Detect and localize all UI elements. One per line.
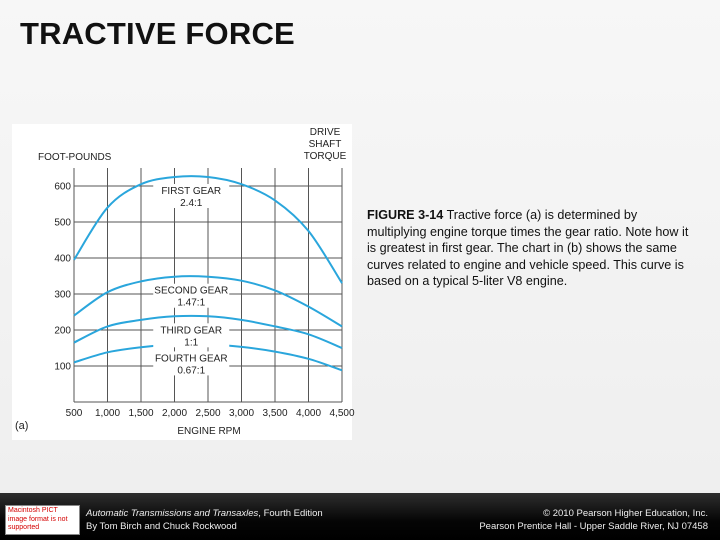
series-ratio-label-0: 2.4:1 bbox=[180, 198, 203, 209]
series-ratio-label-3: 0.67:1 bbox=[177, 365, 206, 377]
series-name-label-2: THIRD GEAR bbox=[160, 325, 223, 337]
y-tick-labels bbox=[54, 182, 71, 373]
y-tick-label-4: 500 bbox=[54, 217, 71, 229]
y-tick-label-2: 300 bbox=[54, 289, 71, 301]
x-tick-label-7: 4,000 bbox=[295, 408, 322, 419]
slide-title: TRACTIVE FORCE bbox=[20, 16, 295, 51]
x-tick-label-6: 3,500 bbox=[262, 408, 288, 419]
x-tick-label-0: 500 bbox=[65, 408, 83, 419]
y-tick-label-5: 600 bbox=[54, 181, 71, 193]
book-authors: By Tom Birch and Chuck Rockwood bbox=[86, 520, 237, 532]
series-name-label-1: SECOND GEAR bbox=[154, 285, 229, 297]
chart-svg bbox=[12, 124, 355, 440]
x-tick-label-5: 3,000 bbox=[228, 408, 255, 419]
x-tick-label-8: 4,500 bbox=[329, 408, 355, 419]
y-tick-label-1: 200 bbox=[54, 325, 71, 337]
series-name-label-0: FIRST GEAR bbox=[161, 186, 222, 197]
x-tick-label-1: 1,000 bbox=[94, 408, 121, 419]
unsupported-image-badge: Macintosh PICT image format is not supported bbox=[5, 505, 80, 535]
series-ratio-label-2: 1:1 bbox=[184, 337, 199, 349]
copyright-block bbox=[479, 508, 708, 533]
caption-text: Tractive force (a) is determined by multiplying engine torque times the gear ratio. Note how it is greatest in first gear. The chart in (b) shows the same curves related to engine and vehicle speed. This curve is based on a typical 5-liter V8 engine. bbox=[367, 208, 689, 288]
footer-bar bbox=[0, 493, 720, 540]
copyright-text: © 2010 Pearson Higher Education, Inc. bbox=[543, 508, 708, 519]
x-tick-label-2: 1,500 bbox=[128, 408, 154, 419]
x-axis-label: ENGINE RPM bbox=[177, 426, 241, 437]
tractive-force-chart bbox=[12, 124, 355, 440]
x-tick-labels bbox=[66, 408, 355, 419]
right-label-line-0: DRIVE bbox=[309, 127, 341, 138]
series-ratio-label-1: 1.47:1 bbox=[177, 297, 206, 309]
x-tick-label-3: 2,000 bbox=[161, 408, 188, 419]
book-edition: , Fourth Edition bbox=[258, 508, 323, 519]
book-credit bbox=[86, 508, 323, 533]
right-label-line-2: TORQUE bbox=[303, 151, 347, 162]
x-tick-label-4: 2,500 bbox=[195, 408, 221, 419]
y-tick-label-3: 400 bbox=[54, 253, 71, 265]
drive-shaft-torque-label bbox=[304, 127, 347, 162]
panel-label: (a) bbox=[15, 420, 29, 432]
publisher-text: Pearson Prentice Hall - Upper Saddle River, NJ 07458 bbox=[479, 520, 708, 532]
figure-caption bbox=[367, 207, 689, 290]
y-axis-label: FOOT-POUNDS bbox=[38, 152, 112, 163]
figure-label: FIGURE 3-14 bbox=[367, 208, 444, 222]
right-label-line-1: SHAFT bbox=[308, 139, 342, 150]
series-name-label-3: FOURTH GEAR bbox=[154, 353, 228, 365]
y-tick-label-0: 100 bbox=[54, 361, 71, 373]
book-title: Automatic Transmissions and Transaxles bbox=[86, 508, 259, 519]
series-labels bbox=[153, 184, 229, 376]
